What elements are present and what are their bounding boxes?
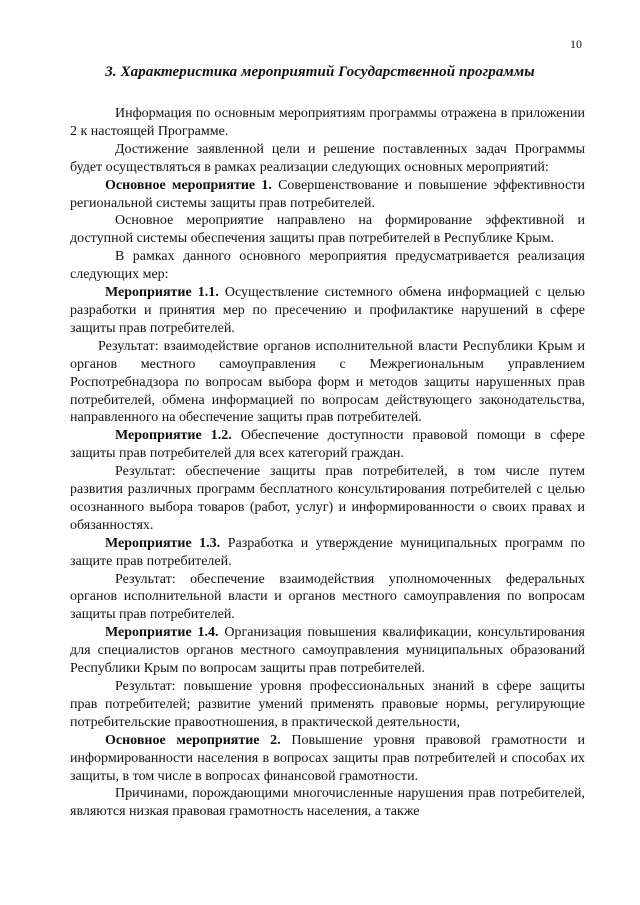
- paragraph-lead: Мероприятие 1.2.: [115, 428, 232, 444]
- paragraph: В рамках данного основного мероприятия предусматривается реализация следующих мер:: [70, 249, 585, 283]
- paragraph: Причинами, порождающими многочисленные нарушения прав потребителей, являются низкая правовая грамотность населения, а также: [70, 786, 585, 820]
- paragraph: Основное мероприятие направлено на формирование эффективной и доступной системы обеспечения защиты прав потребителей в Республике Крым.: [70, 213, 585, 247]
- paragraph: Результат: обеспечение взаимодействия уполномоченных федеральных органов исполнительной власти и органов местного самоуправления по вопросам защиты прав потребителей.: [70, 571, 585, 623]
- paragraph-lead: Мероприятие 1.1.: [105, 285, 219, 301]
- paragraph: Достижение заявленной цели и решение поставленных задач Программы будет осуществляться в рамках реализации следующих основных мероприятий:: [70, 141, 585, 175]
- paragraph: Мероприятие 1.2. Обеспечение доступности правовой помощи в сфере защиты прав потребителей для всех категорий граждан.: [70, 428, 585, 462]
- body-text: [70, 105, 585, 821]
- paragraph-lead: Основное мероприятие 1.: [105, 177, 272, 193]
- paragraph: Информация по основным мероприятиям программы отражена в приложении 2 к настоящей Программе.: [70, 106, 585, 139]
- paragraph: Мероприятие 1.4. Организация повышения квалификации, консультирования для специалистов органов местного самоуправления муниципальных образований Республики Крым по вопросам защиты прав потребителей.: [70, 625, 586, 677]
- paragraph-lead: Мероприятие 1.3.: [105, 535, 221, 551]
- page-number: 10: [570, 37, 582, 51]
- paragraph-lead: Мероприятие 1.4.: [105, 625, 219, 641]
- paragraph: Результат: взаимодействие органов исполнительной власти Республики Крым и органов местного самоуправления с Межрегиональным управлением Роспотребнадзора по вопросам выбора форм и методов защиты нарушенных прав потребителей, обмена информацией по вопросам действующего законодательства, направленного на обеспечение защиты прав потребителей.: [70, 338, 585, 426]
- paragraph: Результат: обеспечение защиты прав потребителей, в том числе путем развития различных программ бесплатного консультирования потребителей с целью осознанного выбора товаров (работ, услуг) и информированности о своих правах и обязанностях.: [70, 464, 585, 533]
- paragraph: Результат: повышение уровня профессиональных знаний в сфере защиты прав потребителей; развитие умений применять правовые нормы, регулирующие потребительские правоотношения, в практической деятельности,: [70, 679, 585, 730]
- paragraph-lead: Основное мероприятие 2.: [105, 732, 281, 748]
- paragraph: Основное мероприятие 1. Совершенствование и повышение эффективности региональной системы защиты прав потребителей.: [70, 177, 585, 211]
- paragraph: Мероприятие 1.3. Разработка и утверждение муниципальных программ по защите прав потребителей.: [70, 535, 585, 569]
- paragraph: Основное мероприятие 2. Повышение уровня правовой грамотности и информированности населения в вопросах защиты прав потребителей и способах их защиты, в том числе в вопросах финансовой грамотности.: [70, 732, 585, 784]
- paragraph: Мероприятие 1.1. Осуществление системного обмена информацией с целью разработки и принятия мер по пресечению и профилактике нарушений в сфере защиты прав потребителей.: [70, 285, 585, 336]
- section-heading: 3. Характеристика мероприятий Государственной программы: [105, 64, 535, 80]
